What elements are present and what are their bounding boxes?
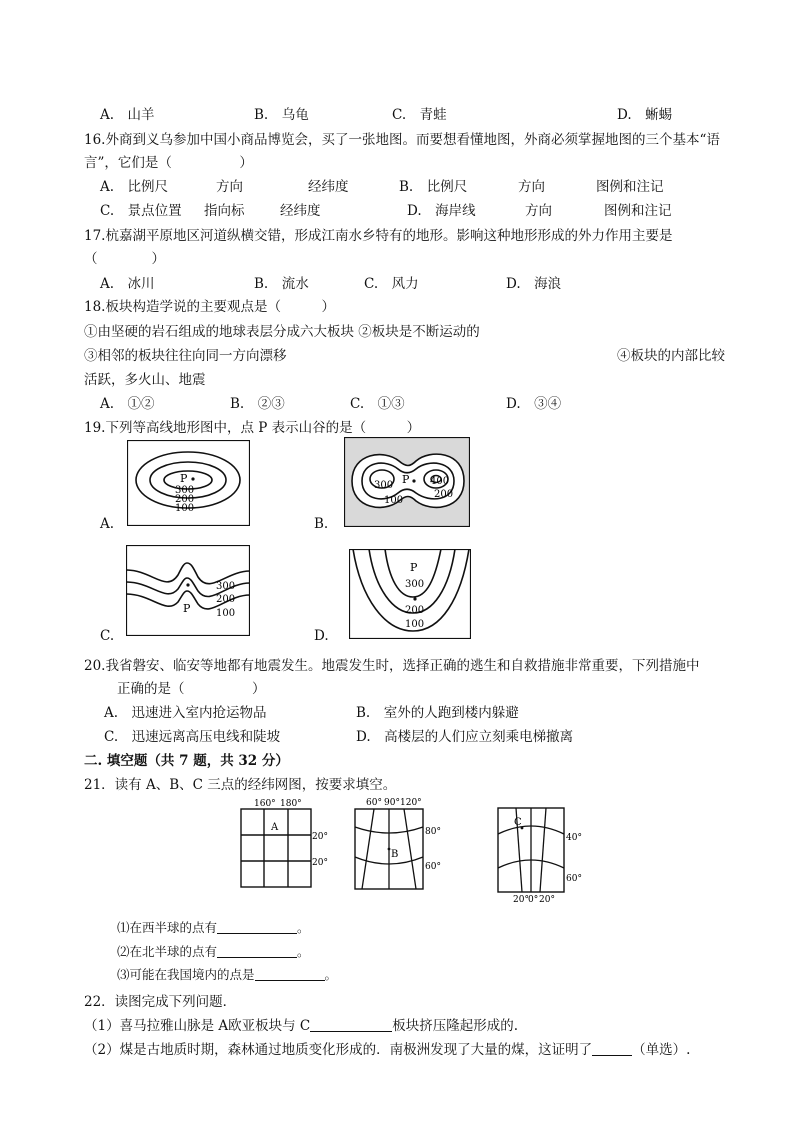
map-c-contour-300: 300 [216,581,236,592]
q16-stem-line1: 16.外商到义乌参加中国小商品博览会，买了一张地图。而要想看懂地图，外商必须掌握地图的三个基本“语 [84,132,720,148]
q20-option-a: A. 迅速进入室内抢运物品 [104,705,267,721]
map-d-contour-300: 300 [405,579,425,590]
q18-option-b: B. ②③ [230,396,285,412]
q18-statement-1-2: ①由坚硬的岩石组成的地球表层分成六大板块 ②板块是不断运动的 [84,324,480,340]
q20-stem-line1: 20.我省磐安、临安等地都有地震发生。地震发生时，选择正确的逃生和自救措施非常重要，下列措施中 [84,658,700,674]
grid1-top-label-180: 180° [280,799,302,809]
q21-sub1-end: 。 [297,920,310,935]
q21-sub2-label: ⑵在北半球的点有 [117,944,218,959]
grid2-right-label-60: 60° [425,862,441,872]
grid2-right-label-80: 80° [425,827,441,837]
q17-stem-line2: （ ） [84,251,165,267]
grid1-right-label-2: 20° [312,858,328,868]
q22-stem: 22．读图完成下列问题． [84,994,237,1010]
q16-option-b: B. 比例尺 [399,179,468,195]
lat-long-grid-3 [494,804,586,906]
q16-option-a-2: 方向 [216,179,243,195]
map-c-point-label: P [183,602,191,615]
q22-part2-start: （2）煤是古地质时期，森林通过地质变化形成的．南极洲发现了大量的煤，这证明了 [84,1042,593,1058]
q15-option-a: A. 山羊 [100,107,155,123]
q21-sub3-line [117,965,337,983]
q16-option-b-2: 方向 [518,179,545,195]
q19-stem: 19.下列等高线地形图中，点 P 表示山谷的是（ ） [84,420,421,436]
q19-label-b: B. [314,516,329,532]
q16-stem-line2: 言”，它们是（ ） [84,155,253,171]
q18-statement-4-end: 活跃，多火山、地震 [84,372,206,388]
q16-option-c-2: 指向标 [204,203,245,219]
grid3-point-c: C [514,817,522,828]
grid2-top-label-60: 60° [366,798,382,808]
q21-sub1-blank[interactable] [217,919,297,934]
grid1-point-a: A [271,822,279,833]
map-a-contour-200: 200 [175,494,195,505]
section-fill-in-heading: 二. 填空题（共 7 题，共 32 分） [84,753,289,769]
q15-option-b: B. 乌龟 [254,107,309,123]
q21-sub3-end: 。 [324,967,338,982]
q21-sub3-blank[interactable] [255,966,325,981]
q22-part1-blank[interactable] [310,1017,392,1032]
q16-option-d: D. 海岸线 [407,203,476,219]
q20-option-d: D. 高楼层的人们应立刻乘电梯撤离 [356,729,574,745]
map-d-point-label: P [410,561,418,574]
q17-option-d: D. 海浪 [506,276,562,292]
q18-option-d: D. ③④ [506,396,562,412]
q17-option-b: B. 流水 [254,276,309,292]
grid2-point-b: B [391,849,399,860]
q17-stem-line1: 17.杭嘉湖平原地区河道纵横交错，形成江南水乡特有的地形。影响这种地形形成的外力作用主要是 [84,228,673,244]
q20-option-b: B. 室外的人跑到楼内躲避 [356,705,519,721]
map-b-point-label: P [402,473,410,486]
map-b-contour-200: 200 [434,489,454,500]
grid2-top-label-90: 90° [384,798,400,808]
map-d-contour-100: 100 [405,619,425,630]
q22-part1-end: 板块挤压隆起形成的. [392,1018,519,1034]
q20-stem-line2: 正确的是（ ） [117,681,266,697]
q22-part2-blank[interactable] [592,1041,632,1056]
q18-option-a: A. ①② [100,396,155,412]
map-b-contour-300: 300 [374,480,394,491]
q18-option-c: C. ①③ [350,396,405,412]
q20-option-c: C. 迅速远离高压电线和陡坡 [104,729,281,745]
q22-part2-end: （单选）. [632,1042,691,1058]
map-b-contour-100: 100 [384,495,404,506]
q21-sub2-end: 。 [297,944,310,959]
q22-part1-start: （1）喜马拉雅山脉是 A欧亚板块与 C [84,1018,311,1034]
q19-label-c: C. [100,628,115,644]
q17-option-a: A. 冰川 [100,276,155,292]
map-c-contour-200: 200 [216,594,236,605]
q18-statement-3: ③相邻的板块往往向同一方向漂移 [84,348,287,364]
q21-stem: 21．读有 A、B、C 三点的经纬网图，按要求填空。 [84,777,397,793]
q21-sub3-label: ⑶可能在我国境内的点是 [117,967,255,982]
q17-option-c: C. 风力 [364,276,419,292]
contour-map-d [349,549,471,639]
q16-option-c-3: 经纬度 [280,203,321,219]
q19-label-d: D. [314,628,329,644]
map-a-contour-100: 100 [175,503,195,514]
q16-option-c: C. 景点位置 [100,203,182,219]
q18-stem: 18.板块构造学说的主要观点是（ ） [84,299,335,315]
grid3-bottom-label-0: 0° [528,895,539,905]
map-a-contour-300: 300 [175,485,195,496]
q16-option-a: A. 比例尺 [100,179,169,195]
grid1-top-label-160: 160° [254,799,276,809]
q21-sub2-line [117,942,310,960]
grid3-right-label-60: 60° [566,874,582,884]
q16-option-a-3: 经纬度 [308,179,349,195]
q21-sub1-line [117,918,310,936]
q15-option-d: D. 蜥蜴 [617,107,673,123]
grid2-top-label-120: 120° [400,798,422,808]
q21-sub2-blank[interactable] [217,943,297,958]
q19-label-a: A. [100,516,115,532]
q22-part2 [84,1038,690,1058]
q22-part1 [84,1014,518,1034]
grid3-bottom-label-20w: 20° [513,895,529,905]
map-b-contour-400: 400 [430,476,450,487]
map-c-contour-100: 100 [216,608,236,619]
q15-option-c: C. 青蛙 [392,107,447,123]
grid1-right-label-1: 20° [312,832,328,842]
lat-long-grid-2 [352,795,444,893]
q18-statement-4-start: ④板块的内部比较 [617,348,725,364]
map-d-contour-200: 200 [405,605,425,616]
q21-sub1-label: ⑴在西半球的点有 [117,920,218,935]
q16-option-b-3: 图例和注记 [596,179,664,195]
contour-map-c [126,545,250,636]
q16-option-d-2: 方向 [525,203,552,219]
map-a-point-label: P [180,472,188,485]
contour-map-b [344,437,470,527]
q16-option-d-3: 图例和注记 [604,203,672,219]
grid3-right-label-40: 40° [566,833,582,843]
grid3-bottom-label-20e: 20° [539,895,555,905]
contour-map-a [127,440,250,526]
lat-long-grid-1 [236,795,328,891]
